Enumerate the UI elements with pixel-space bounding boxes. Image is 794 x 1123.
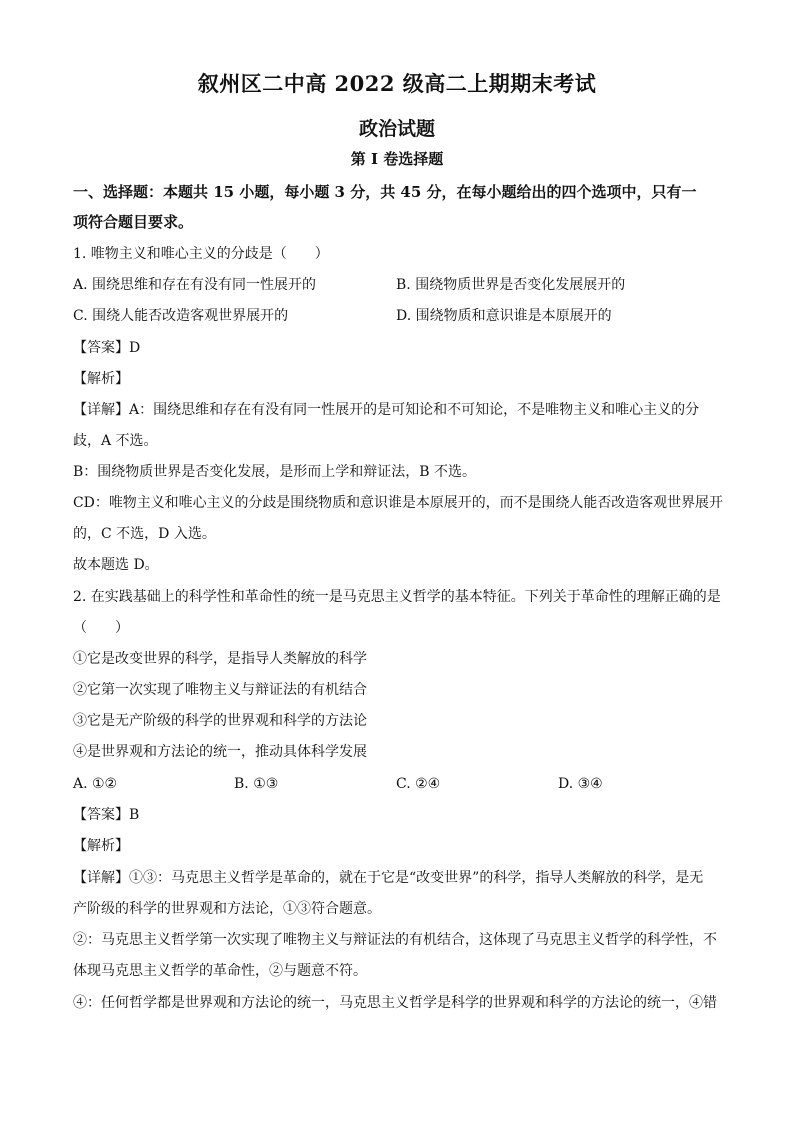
q1-detail-line4: CD：唯物主义和唯心主义的分歧是围绕物质和意识谁是本原展开的，而不是围绕人能否改造客观世界展开 (73, 495, 723, 511)
q1-detail-line2: 歧，A 不选。 (73, 433, 158, 449)
q2-option-a: A. ①② (73, 776, 118, 792)
q1-option-d: D. 围绕物质和意识谁是本原展开的 (396, 308, 612, 324)
section-instruction-line2: 项符合题目要求。 (73, 213, 194, 231)
exam-title: 叙州区二中高 2022 级高二上期期末考试 (197, 71, 597, 96)
q2-option-c: C. ②④ (396, 776, 441, 792)
section-instruction-line1: 一、选择题：本题共 15 小题，每小题 3 分，共 45 分，在每小题给出的四个选项中，只有一 (73, 183, 697, 201)
q2-statement-2: ②它第一次实现了唯物主义与辩证法的有机结合 (73, 682, 367, 698)
q1-analysis-label: 【解析】 (73, 371, 129, 387)
q2-option-b: B. ①③ (234, 776, 279, 792)
q1-answer: 【答案】D (73, 340, 141, 356)
q2-option-d: D. ③④ (558, 776, 603, 792)
q2-detail-line5: ④：任何哲学都是世界观和方法论的统一，马克思主义哲学是科学的世界观和科学的方法论的统一，④错 (73, 995, 717, 1011)
q2-stem-line1: 2. 在实践基础上的科学性和革命性的统一是马克思主义哲学的基本特征。下列关于革命性的理解正确的是 (73, 589, 721, 605)
q1-detail-line3: B：围绕物质世界是否变化发展，是形而上学和辩证法，B 不选。 (73, 464, 477, 480)
q2-answer: 【答案】B (73, 807, 140, 823)
q2-statement-1: ①它是改变世界的科学，是指导人类解放的科学 (73, 651, 367, 667)
q1-detail-line6: 故本题选 D。 (73, 557, 159, 573)
q2-statement-4: ④是世界观和方法论的统一，推动具体科学发展 (73, 744, 367, 760)
q1-option-b: B. 围绕物质世界是否变化发展展开的 (396, 277, 626, 293)
q1-option-a: A. 围绕思维和存在有没有同一性展开的 (73, 277, 317, 293)
q1-detail-line5: 的，C 不选，D 入选。 (73, 526, 216, 542)
q2-detail-line3: ②：马克思主义哲学第一次实现了唯物主义与辩证法的有机结合，这体现了马克思主义哲学的科学性，不 (73, 932, 717, 948)
q1-detail-line1: 【详解】A：围绕思维和存在有没有同一性展开的是可知论和不可知论，不是唯物主义和唯心主义的分 (73, 402, 700, 418)
q2-detail-line4: 体现马克思主义哲学的革命性，②与题意不符。 (73, 963, 367, 979)
q2-detail-line2: 产阶级的科学的世界观和方法论，①③符合题意。 (73, 901, 381, 917)
q1-stem: 1. 唯物主义和唯心主义的分歧是（ ） (73, 246, 329, 262)
subject-title: 政治试题 (358, 118, 435, 140)
q2-statement-3: ③它是无产阶级的科学的世界观和科学的方法论 (73, 713, 367, 729)
q2-analysis-label: 【解析】 (73, 838, 129, 854)
q2-stem-line2: （ ） (73, 620, 129, 636)
q2-detail-line1: 【详解】①③：马克思主义哲学是革命的，就在于它是“改变世界”的科学，指导人类解放的科学，是无 (73, 870, 704, 886)
q1-option-c: C. 围绕人能否改造客观世界展开的 (73, 308, 289, 324)
part-title: 第 I 卷选择题 (350, 150, 444, 168)
